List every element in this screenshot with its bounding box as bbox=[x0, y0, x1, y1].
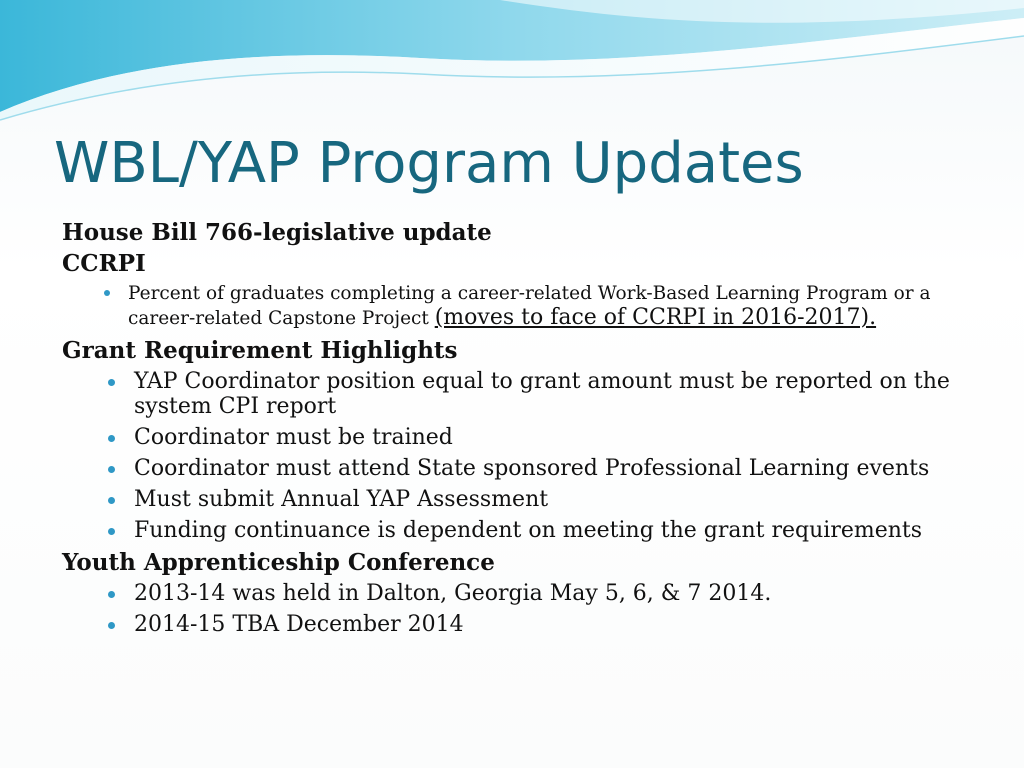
list-item bbox=[62, 487, 972, 512]
section-heading-ccrpi: CCRPI bbox=[62, 250, 146, 277]
bullet-icon bbox=[108, 435, 115, 442]
bullet-icon bbox=[108, 497, 115, 504]
bullet-icon bbox=[108, 622, 115, 629]
header-wave-decoration bbox=[0, 0, 1024, 130]
list-item bbox=[62, 425, 972, 450]
bullet-text: 2013-14 was held in Dalton, Georgia May 5, 6, & 7 2014. bbox=[134, 581, 772, 606]
bullet-text: Must submit Annual YAP Assessment bbox=[134, 487, 549, 512]
list-item bbox=[62, 456, 972, 481]
list-item bbox=[62, 518, 972, 543]
bullet-icon bbox=[108, 379, 115, 386]
underlined-note: (moves to face of CCRPI in 2016-2017). bbox=[434, 305, 877, 330]
section-heading-conference: Youth Apprenticeship Conference bbox=[62, 549, 495, 576]
slide-body bbox=[62, 216, 972, 643]
bullet-text: 2014-15 TBA December 2014 bbox=[134, 612, 464, 637]
section-heading-grant: Grant Requirement Highlights bbox=[62, 337, 458, 364]
list-item bbox=[62, 282, 972, 331]
bullet-icon bbox=[104, 290, 110, 296]
bullet-text: Funding continuance is dependent on meeting the grant requirements bbox=[134, 518, 923, 543]
list-item bbox=[62, 581, 972, 606]
list-item bbox=[62, 369, 972, 419]
bullet-text: Percent of graduates completing a career-related Work-Based Learning Program or a career-related Capstone Project bbox=[128, 283, 931, 329]
slide-title: WBL/YAP Program Updates bbox=[54, 131, 804, 196]
bullet-icon bbox=[108, 466, 115, 473]
list-item bbox=[62, 612, 972, 637]
bullet-icon bbox=[108, 591, 115, 598]
section-heading-house-bill: House Bill 766-legislative update bbox=[62, 219, 492, 246]
bullet-text: YAP Coordinator position equal to grant amount must be reported on the system CPI report bbox=[134, 369, 950, 419]
bullet-icon bbox=[108, 528, 115, 535]
bullet-text: Coordinator must be trained bbox=[134, 425, 453, 450]
bullet-text: Coordinator must attend State sponsored Professional Learning events bbox=[134, 456, 930, 481]
